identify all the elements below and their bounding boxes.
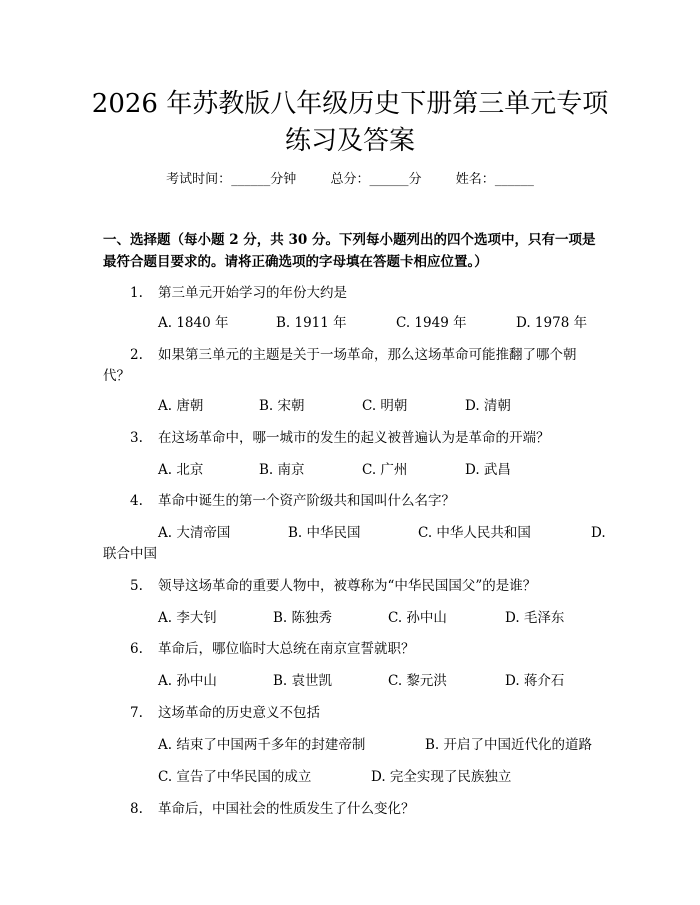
name-label: 姓名：	[455, 172, 495, 187]
option-c: C. 黎元洪	[388, 673, 447, 689]
option-b: B. 中华民国	[288, 525, 361, 541]
option-d: D. 武昌	[465, 462, 511, 478]
question-text: 领导这场革命的重要人物中，被尊称为“中华民国国父”的是谁？	[158, 578, 537, 594]
question-text: 革命后，哪位临时大总统在南京宣誓就职？	[158, 641, 415, 657]
option-d: D. 1978 年	[516, 315, 588, 331]
exam-info	[0, 168, 700, 187]
document-title-line1: 2026 年苏教版八年级历史下册第三单元专项	[91, 89, 609, 119]
question-number: 8.	[130, 801, 143, 817]
score-label: 总分：	[330, 172, 370, 187]
option-a: A. 唐朝	[158, 398, 204, 414]
question-text: 这场革命的历史意义不包括	[158, 705, 320, 721]
option-b: B. 南京	[259, 462, 305, 478]
question-text: 革命后，中国社会的性质发生了什么变化？	[158, 801, 415, 817]
score-blank: ______	[369, 172, 409, 187]
question-8	[103, 798, 603, 820]
option-d: D. 完全实现了民族独立	[371, 769, 512, 785]
time-unit: 分钟	[270, 172, 297, 187]
question-4	[103, 490, 603, 512]
name-blank: ______	[494, 172, 534, 187]
question-text: 第三单元开始学习的年份大约是	[158, 285, 347, 301]
question-text: 在这场革命中，哪一城市的发生的起义被普遍认为是革命的开端？	[158, 430, 550, 446]
question-5	[103, 575, 603, 597]
time-label: 考试时间：	[166, 172, 232, 187]
option-d: D.	[591, 525, 606, 541]
option-d: D. 毛泽东	[505, 610, 565, 626]
document-title-line2: 练习及答案	[284, 126, 415, 156]
question-3	[103, 427, 603, 449]
question-text: 革命中诞生的第一个资产阶级共和国叫什么名字？	[158, 493, 455, 509]
option-a: A. 大清帝国	[158, 525, 231, 541]
score-unit: 分	[408, 172, 422, 187]
question-7	[103, 702, 603, 724]
question-number: 3.	[130, 430, 143, 446]
question-text: 如果第三单元的主题是关于一场革命，那么这场革命可能推翻了哪个朝	[158, 347, 577, 363]
question-4-option-d-continuation: 联合中国	[103, 546, 157, 562]
option-c: C. 明朝	[362, 398, 408, 414]
question-number: 2.	[130, 347, 143, 363]
option-c: C. 广州	[362, 462, 408, 478]
question-2-continuation: 代？	[103, 368, 130, 384]
option-d: D. 蒋介石	[505, 673, 565, 689]
section-heading: 一、选择题（每小题 2 分，共 30 分。下列每小题列出的四个选项中，只有一项是最符合题目要求的。请将正确选项的字母填在答题卡相应位置。）	[103, 232, 596, 270]
option-a: A. 李大钊	[158, 610, 217, 626]
option-a: A. 孙中山	[158, 673, 217, 689]
time-blank: ______	[231, 172, 271, 187]
option-b: B. 开启了中国近代化的道路	[425, 737, 593, 753]
question-2	[103, 344, 603, 366]
question-6	[103, 638, 603, 660]
option-b: B. 陈独秀	[273, 610, 333, 626]
option-c: C. 中华人民共和国	[418, 525, 531, 541]
option-c: C. 宣告了中华民国的成立	[158, 769, 312, 785]
question-1	[103, 282, 603, 304]
option-a: A. 北京	[158, 462, 204, 478]
option-b: B. 袁世凯	[273, 673, 333, 689]
option-c: C. 1949 年	[396, 315, 467, 331]
option-c: C. 孙中山	[388, 610, 447, 626]
option-b: B. 1911 年	[276, 315, 347, 331]
option-b: B. 宋朝	[259, 398, 305, 414]
question-number: 7.	[130, 705, 143, 721]
question-number: 4.	[130, 493, 143, 509]
option-a: A. 1840 年	[158, 315, 229, 331]
option-a: A. 结束了中国两千多年的封建帝制	[158, 737, 366, 753]
question-number: 5.	[130, 578, 143, 594]
question-number: 6.	[130, 641, 143, 657]
option-d: D. 清朝	[465, 398, 511, 414]
question-number: 1.	[130, 285, 143, 301]
